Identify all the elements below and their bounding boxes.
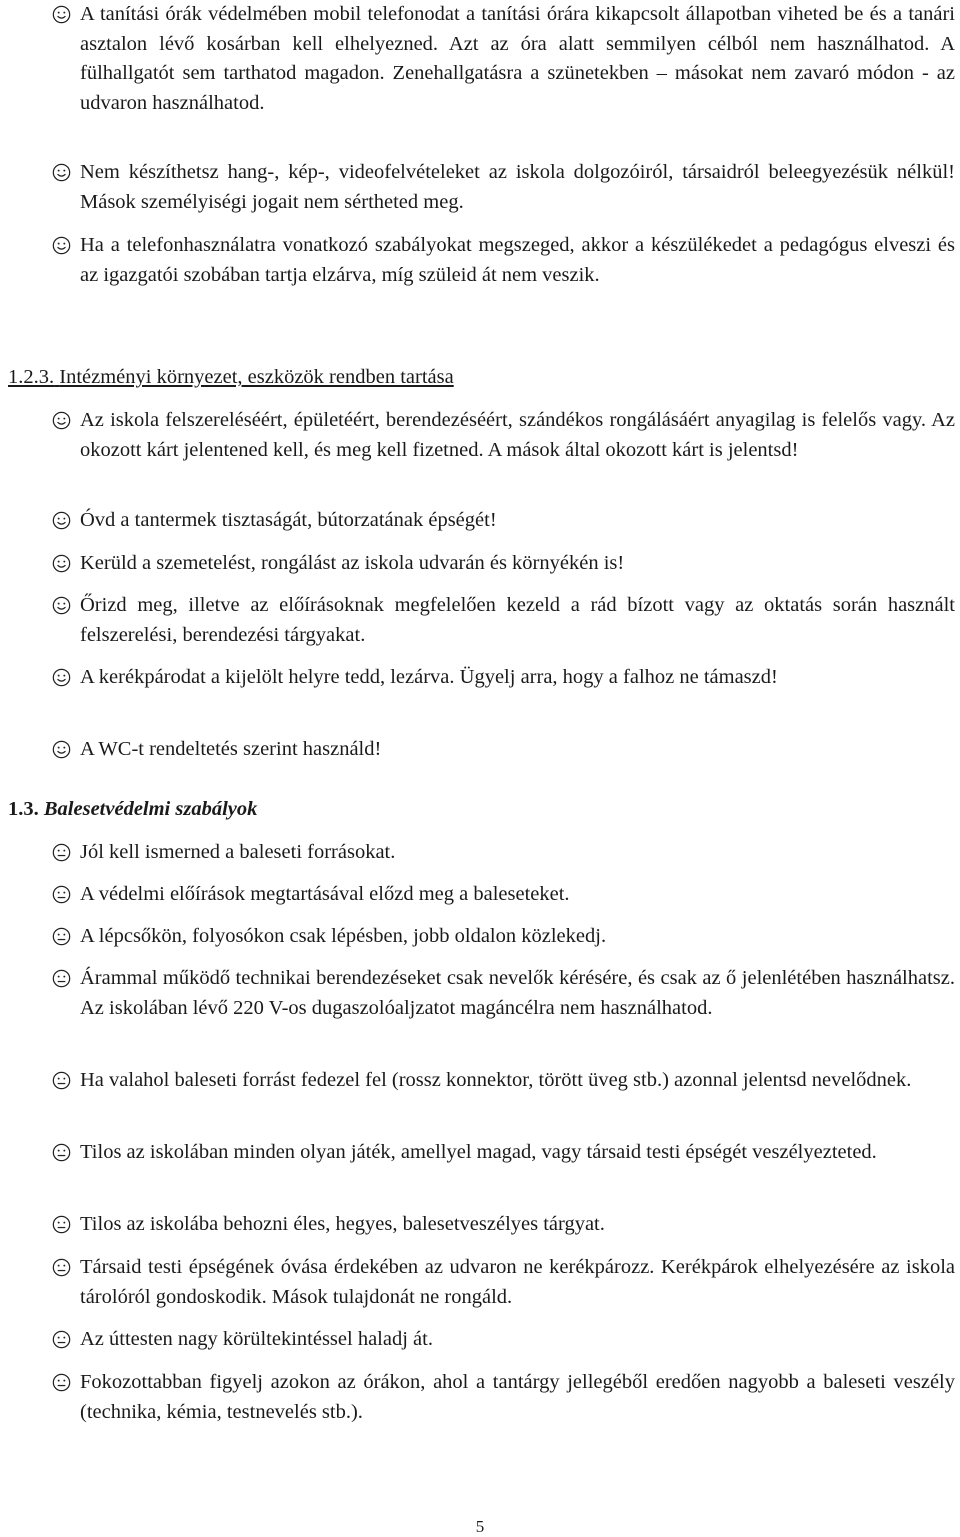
rule-item bbox=[80, 964, 955, 1023]
rule-text: Tilos az iskolába behozni éles, hegyes, balesetveszélyes tárgyat. bbox=[80, 1213, 605, 1235]
rule-text: A kerékpárodat a kijelölt helyre tedd, lezárva. Ügyelj arra, hogy a falhoz ne támaszd! bbox=[80, 666, 778, 688]
rule-item bbox=[80, 1138, 955, 1168]
smiley-face-icon bbox=[50, 591, 72, 620]
neutral-face-icon bbox=[50, 838, 72, 867]
rule-text: A WC-t rendeltetés szerint használd! bbox=[80, 738, 382, 760]
rule-item bbox=[80, 838, 955, 868]
smiley-face-icon bbox=[50, 506, 72, 535]
neutral-face-icon bbox=[50, 1253, 72, 1282]
rule-text: Társaid testi épségének óvása érdekében az udvaron ne kerékpározz. Kerékpárok elhelyezésére az iskola tárolóról gondoskodik. Mások tulajdonát ne rongáld. bbox=[80, 1256, 955, 1308]
rule-item bbox=[80, 231, 955, 290]
smiley-face-icon bbox=[50, 406, 72, 435]
smiley-face-icon bbox=[50, 231, 72, 260]
rule-item bbox=[80, 549, 955, 579]
rule-item bbox=[80, 506, 955, 536]
section-number: 1.2.3. bbox=[8, 366, 55, 388]
rule-item bbox=[80, 1253, 955, 1312]
neutral-face-icon bbox=[50, 922, 72, 951]
rule-item bbox=[80, 1368, 955, 1427]
smiley-face-icon bbox=[50, 158, 72, 187]
neutral-face-icon bbox=[50, 1138, 72, 1167]
rule-text: A tanítási órák védelmében mobil telefonodat a tanítási órára kikapcsolt állapotban viheted be és a tanári asztalon lévő kosárban kell elhelyezned. Azt az óra alatt semmilyen célból nem használhatod. A fülhallgatót sem tarthatod magadon. Zenehallgatásra a szünetekben – másokat nem zavaró módon - az udvaron használhatod. bbox=[80, 3, 955, 114]
rule-text: A védelmi előírások megtartásával előzd meg a baleseteket. bbox=[80, 883, 570, 905]
rule-text: Óvd a tantermek tisztaságát, bútorzatának épségét! bbox=[80, 509, 497, 531]
rule-text: Ha valahol baleseti forrást fedezel fel (rossz konnektor, törött üveg stb.) azonnal jelentsd nevelődnek. bbox=[80, 1069, 912, 1091]
section-number: 1.3. bbox=[8, 798, 39, 820]
rule-text: Fokozottabban figyelj azokon az órákon, ahol a tantárgy jellegéből eredően nagyobb a baleseti veszély (technika, kémia, testnevelés stb.). bbox=[80, 1371, 955, 1423]
rule-item bbox=[80, 158, 955, 217]
neutral-face-icon bbox=[50, 1325, 72, 1354]
rule-text: Kerüld a szemetelést, rongálást az iskola udvarán és környékén is! bbox=[80, 552, 625, 574]
rule-text: Tilos az iskolában minden olyan játék, amellyel magad, vagy társaid testi épségét veszélyezteted. bbox=[80, 1141, 877, 1163]
rule-item bbox=[80, 591, 955, 650]
rule-item bbox=[80, 880, 955, 910]
neutral-face-icon bbox=[50, 1066, 72, 1095]
section-heading bbox=[8, 363, 454, 392]
smiley-face-icon bbox=[50, 663, 72, 692]
neutral-face-icon bbox=[50, 1210, 72, 1239]
rule-text: Az úttesten nagy körültekintéssel haladj át. bbox=[80, 1328, 433, 1350]
rule-item bbox=[80, 663, 955, 693]
rule-text: A lépcsőkön, folyosókon csak lépésben, jobb oldalon közlekedj. bbox=[80, 925, 607, 947]
section-title: Intézményi környezet, eszközök rendben tartása bbox=[59, 366, 454, 388]
neutral-face-icon bbox=[50, 880, 72, 909]
rule-text: Jól kell ismerned a baleseti forrásokat. bbox=[80, 841, 396, 863]
rule-text: Az iskola felszereléséért, épületéért, berendezéséért, szándékos rongálásáért anyagilag is felelős vagy. Az okozott kárt jelentened kell, és meg kell fizetned. A mások által okozott kárt is jelentsd! bbox=[80, 409, 955, 461]
smiley-face-icon bbox=[50, 735, 72, 764]
rule-text: Őrizd meg, illetve az előírásoknak megfelelően kezeld a rád bízott vagy az oktatás során használt felszerelési, berendezési tárgyakat. bbox=[80, 594, 955, 646]
section-heading bbox=[8, 795, 257, 824]
rule-item bbox=[80, 1066, 955, 1096]
smiley-face-icon bbox=[50, 549, 72, 578]
neutral-face-icon bbox=[50, 964, 72, 993]
rule-item bbox=[80, 1325, 955, 1355]
rule-item bbox=[80, 0, 955, 118]
page-number: 5 bbox=[475, 1517, 485, 1536]
rule-text: Ha a telefonhasználatra vonatkozó szabályokat megszeged, akkor a készülékedet a pedagógus elveszi és az igazgatói szobában tartja elzárva, míg szüleid át nem veszik. bbox=[80, 234, 955, 286]
rule-text: Nem készíthetsz hang-, kép-, videofelvételeket az iskola dolgozóiról, társaidról beleegyezésük nélkül! Mások személyiségi jogait nem sértheted meg. bbox=[80, 161, 955, 213]
section-title: Balesetvédelmi szabályok bbox=[43, 798, 258, 820]
neutral-face-icon bbox=[50, 1368, 72, 1397]
rule-item bbox=[80, 1210, 955, 1240]
rule-item bbox=[80, 406, 955, 465]
smiley-face-icon bbox=[50, 0, 72, 29]
rule-item bbox=[80, 735, 955, 765]
rule-item bbox=[80, 922, 955, 952]
rule-text: Árammal működő technikai berendezéseket csak nevelők kérésére, és csak az ő jelenlétében használhatsz. Az iskolában lévő 220 V-os dugaszolóaljzatot magáncélra nem használhatod. bbox=[80, 967, 955, 1019]
